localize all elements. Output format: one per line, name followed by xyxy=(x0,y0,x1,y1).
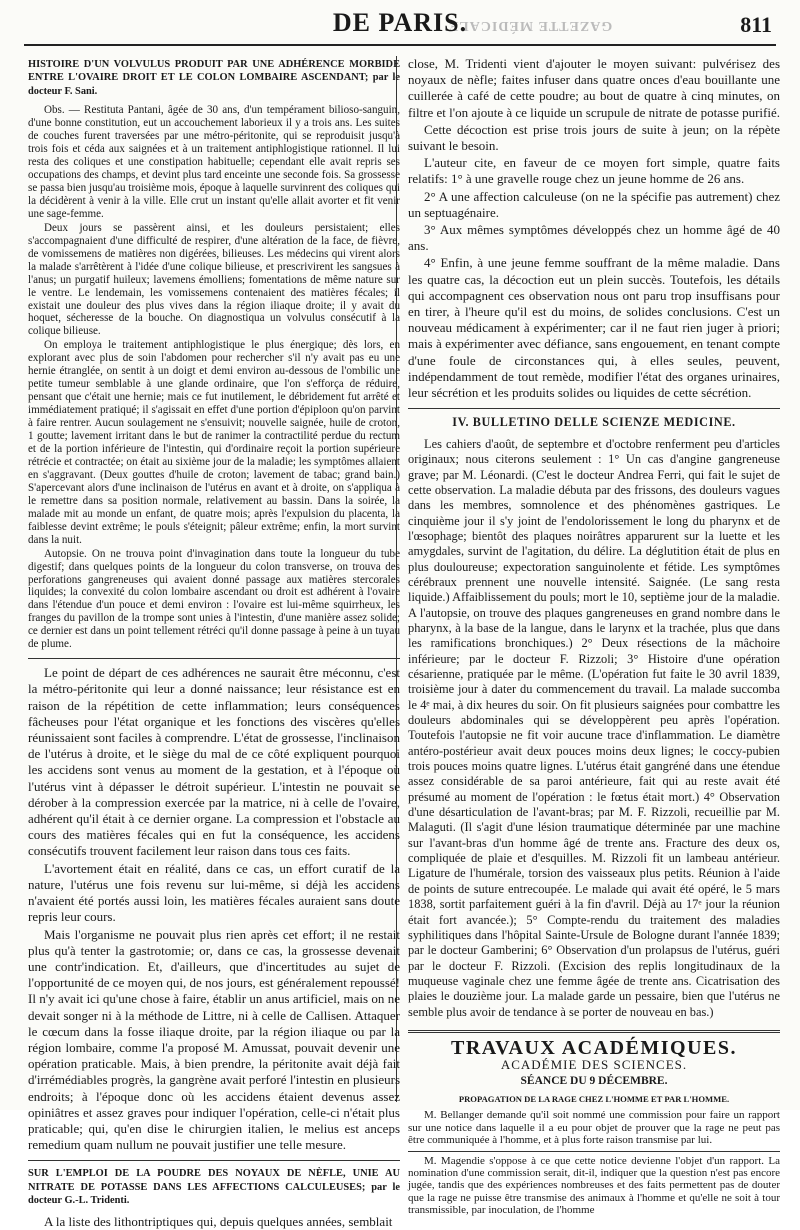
article-author: par le docteur G.-L. Tridenti. xyxy=(28,1181,400,1207)
left-column xyxy=(28,56,400,1229)
nefle-paragraph: A la liste des lithontriptiques qui, depuis quelques années, semblait xyxy=(44,1213,393,1229)
continuation-paragraph: 3° Aux mêmes symptômes développés chez un homme âgé de 40 ans. xyxy=(408,222,780,254)
continuation-paragraph: close, M. Tridenti vient d'ajouter le moyen suivant: pulvérisez des noyaux de nèfle; faites infuser dans quatre onces d'eau bouillante une cuillerée à café de cette poudre; au bout de quatre à cinq minutes, on filtre et l'on ajoute à ce liquide un scrupule de nitrate de potasse purifié. xyxy=(408,56,780,120)
nefle-continuation xyxy=(408,56,780,401)
observation-paragraph: Obs. — Restituta Pantani, âgée de 30 ans, d'un tempérament bilioso-sanguin, d'une bonne constitution, eut un accouchement laborieux il y a trois ans. Les suites de couches furent traversées par une métro-péritonite, qui se reproduisit jusqu'à trois fois et céda aux saignées et à un traitement antiphlogistique rationnel. Il lui resta des coliques et une constipation habituelle; cependant elle avait repris ses occupations des champs, et devint plus tard enceinte une seconde fois. Sa grossesse se passa bien jusqu'au troisième mois, époque à laquelle survinrent des coliques qui la décidèrent à venir à la ville. Elle crut un instant qu'elle allait avorter et fit venir une sage-femme. xyxy=(28,104,400,220)
nefle-intro xyxy=(28,1214,400,1230)
page-header xyxy=(0,0,800,44)
continuation-paragraph: L'auteur cite, en faveur de ce moyen fort simple, quatre faits relatifs: 1° à une gravelle rouge chez un jeune homme de 26 ans. xyxy=(408,155,780,187)
bulletino-block xyxy=(408,437,780,1020)
right-column xyxy=(408,56,780,1217)
article-title-main: SUR L'EMPLOI DE LA POUDRE DES NOYAUX DE NÈFLE, UNIE AU NITRATE DE POTASSE DANS LES AFFECTIONS CALCULEUSES; xyxy=(28,1168,400,1193)
bellanger-paragraph: M. Bellanger demande qu'il soit nommé une commission pour faire un rapport sur une notice dans laquelle il a eu pour objet de prouver que la rage ne peut pas être communiquée à l'homme, et à plus forte raison transmise par lui. xyxy=(408,1109,780,1147)
bleed-through-header: GAZETTE MÉDICALE xyxy=(448,18,613,33)
article-title-volvulus xyxy=(28,58,400,98)
travaux-heading: TRAVAUX ACADÉMIQUES. xyxy=(451,1036,737,1059)
article-author: par le docteur F. Sani. xyxy=(28,72,400,97)
bulletino-heading: IV. BULLETINO DELLE SCIENZE MEDICINE. xyxy=(452,415,736,430)
section-rule xyxy=(408,1151,780,1152)
commentary-block xyxy=(28,665,400,1153)
continuation-paragraph: 2° A une affection calculeuse (on ne la spécifie pas autrement) chez un septuagénaire. xyxy=(408,188,780,220)
observation-paragraph: On employa le traitement antiphlogistique le plus énergique; dès lors, en explorant avec plus de soin l'abdomen pour rechercher s'il n'y avait pas eu une hernie étranglée, on sentit à un doigt et demi environ au-dessous de l'ombilic une petite tumeur semblable à une glande ordinaire, que l'on s'efforça de réduire, pensant que c'était une hernie; mais ce fut inutilement, le débridement fut arrêté et immédiatement pratiqué; il s'agissait en effet d'une portion d'épiploon qu'on parvint à faire rentrer. Aucun soulagement ne s'ensuivit; nouvelle saignée, huile de croton, 1 goutte; lavement irritant dans le but de ranimer la contractilité perdue du rectum et de la portion inférieure de l'intestin, qui d'ordinaire reçoit la portion supérieure rétrécie et contractée; on était au sixième jour de la maladie; les symptômes allaient en s'aggravant. (Deux gouttes d'huile de croton; lavement de tabac; grand bain.) S'apercevant alors d'une inclinaison de l'utérus en avant et à droite, on s'appliqua à le remettre dans sa position normale, relativement au bassin. Dans la soirée, la malade mit au monde un enfant, de quatre mois; après l'expulsion du placenta, la faiblesse devint extrême; le pouls s'éteignit; pâleur extrême; enfin, la mort survint dans la nuit. xyxy=(28,339,400,546)
header-rule xyxy=(24,44,776,46)
article-title-main: HISTOIRE D'UN VOLVULUS PRODUIT PAR UNE ADHÉRENCE MORBIDE ENTRE L'OVAIRE DROIT ET LE COLON LOMBAIRE ASCENDANT; xyxy=(28,59,400,84)
page-number: 811 xyxy=(740,12,772,37)
double-rule xyxy=(408,1030,780,1033)
observation-block xyxy=(28,104,400,651)
observation-paragraph: Deux jours se passèrent ainsi, et les douleurs persistaient; elles s'accompagnaient d'une difficulté de respirer, d'une altération de la face, de fièvre, de vomissemens de matières non digérées, bilieuses. Les médecins qui virent alors la malade s'arrêtèrent à l'idée d'une colique bilieuse, et prescrivirent les sangsues à l'anus; un purgatif huileux; lavemens émolliens; fomentations de même nature sur le ventre. Le lendemain, les vomissemens contenaient des matières fécales; il existait une douleur des plus vives dans la région iliaque droite; il y avait du hoquet, sécheresse de la bouche. On diagnostiqua un volvulus consécutif à la colique bilieuse. xyxy=(28,221,400,338)
article-title-nefle xyxy=(28,1167,400,1207)
commentary-paragraph: Le point de départ de ces adhérences ne saurait être méconnu, c'est la métro-péritonite qui leur a donné naissance; leur résistance est en raison de la répétition de cette inflammation; leurs conséquences fâcheuses pour l'état organique et les fonctions des viscères qu'elles réunissaient sont faciles à comprendre. L'état de grossesse, l'inclinaison de l'utérus à droite, et le siège du mal de ce côté expliquent pourquoi les accidens sont venus au moment de la gestation, et à l'époque où l'utérus vint à dépasser le détroit supérieur. L'intestin ne pouvait se dérober à la compression exercée par la matrice, ni à celle de l'ovaire, adhérent qu'il était à ce dernier organe. La compression et l'obstacle au cours des matières fécales qui en fut la conséquence, les accidens consécutifs trouvent facilement leur raison dans tous ces faits. xyxy=(28,665,400,859)
magendie-paragraph: M. Magendie s'oppose à ce que cette notice devienne l'objet d'un rapport. La nomination d'une commission serait, dit-il, indiquer que la question n'est pas encore jugée, tandis que des expériences nombreuses et des faits permettent pas de douter que la rage ne puisse être transmise des animaux à l'homme et qu'elle ne soit à tour transmissible, par inoculation, de l'homme xyxy=(408,1154,780,1217)
continuation-paragraph: 4° Enfin, à une jeune femme souffrant de la même maladie. Dans les quatre cas, la décoction eut un plein succès. Toutefois, les détails qui accompagnent ces observation nous ont paru trop insuffisans pour en tirer, à l'heure qu'il est du moins, de solides conclusions. C'est un nouveau médicament à expérimenter; car il ne faut rien juger à priori; mais à expérimenter avec défiance, sans engouement, en tenant compte d'une foule de circonstances qui, à elles seules, peuvent, indépendamment de tout remède, modifier l'état des organes urinaires, leur sécrétion et les produits solides ou liquides de cette sécrétion. xyxy=(408,255,780,401)
section-rule xyxy=(28,658,400,659)
section-rule xyxy=(28,1160,400,1161)
continuation-paragraph: Cette décoction est prise trois jours de suite à jeun; on la répète suivant le besoin. xyxy=(408,121,780,154)
bulletino-paragraph: Les cahiers d'août, de septembre et d'octobre renferment peu d'articles originaux; nous citerons seulement : 1° Un cas d'angine gangreneuse grave; par M. Léonardi. (C'est le docteur Andrea Ferri, qui fait le sujet de cette observation. La maladie débuta par des frissons, des douleurs vagues dans les membres, somnolence et des phénomènes gastriques. Le cinquième jour il s'y joint de l'endolorissement le long du pharynx et de l'œsophage; bientôt des plaques noirâtres apparurent sur la luette et les amygdales, survint de l'agitation, du délire. La déglutition était de plus en plus douloureuse; expectoration sanguinolente et fétide. Les symptômes cérébraux prennent une nouvelle intensité. Saignée. (Le sang resta liquide.) Affaiblissement du pouls; mort le 10, septième jour de la maladie. A l'autopsie, on trouve des plaques gangreneuses en grand nombre dans le pharynx, à la base de la langue, dans le larynx et la trachée, plus que dans les ramifications bronchiques.) 2° Deux résections de la mâchoire inférieure; par le docteur F. Rizzoli; 3° Histoire d'une opération césarienne, pratiquée par le même. (L'opération fut faite le 30 avril 1839, troisième jour à dater du commencement du travail. La malade succomba le 4ᵉ mai, à dix heures du soir. On fit plusieurs saignées pour combattre les douleurs abdominales qui se développèrent peu après l'opération. Toutefois l'autopsie ne fit voir aucune trace d'inflammation. Le diamètre antéro-postérieur avait deux pouces moins deux lignes; le coccy-pubien trois pouces moins quatre lignes. L'utérus était gangréné dans une étendue assez considérable de sa paroi antérieure, fait qui au reste avait été présumé au moment de l'opération : le fœtus était mort.) 4° Observation d'une désarticulation de l'avant-bras; par M. F. Rizzoli, recueillie par M. Malaguti. (Il s'agit d'une lésion traumatique déterminée par une machine sur l'avant-bras d'un homme âgé de trente ans. Fracture des deux os, compliquée de plaie et d'esquilles. M. Rizzoli fit un lambeau antérieur. Ligature de l'humérale, torsion des vaisseaux plus petits. Réunion à l'aide de points de suture entrecoupée. Le malade qui avait été opéré, le 5 mars 1838, sortit parfaitement guéri à la fin d'avril. Déjà au 17ᵉ jour la réunion était fort avancée.); 5° Compte-rendu du traitement des maladies syphilitiques dans l'hôpital Sainte-Ursule de Bologne durant l'année 1839; par le docteur Gamberini; 6° Observation d'un prolapsus de l'utérus, guéri par le docteur F. Rizzoli. (Excision des replis longitudinaux de la muqueuse vaginale chez une femme âgée de trente ans. Cicatrisation des plaies le douzième jour. La malade garde un pessaire, bien que l'utérus ne semble plus avoir de tendance à se porter de nouveau en bas.) xyxy=(408,436,780,1019)
commentary-paragraph: L'avortement était en réalité, dans ce cas, un effort curatif de la nature, l'utérus une fois revenu sur lui-même, si déjà les accidens n'avaient été portés aussi loin, les matières fécales auraient sans doute repris leur cours. xyxy=(28,860,400,925)
propagation-heading: PROPAGATION DE LA RAGE CHEZ L'HOMME ET PAR L'HOMME. xyxy=(458,1093,730,1104)
autopsy-paragraph: Autopsie. On ne trouva point d'invagination dans toute la longueur du tube digestif; dans quelques points de la longueur du colon transverse, on trouva des perforations gangreneuses qui avaient donné passage aux matières stercorales liquides; la convexité du colon lombaire ascendant ou droit est adhérent à l'ovaire dans l'étendue d'un pouce et demi environ : l'ovaire est lui-même squirrheux, les franges du pavillon de la trompe sont unies à l'intestin, d'une manière assez solide; ce dernier est dans un point tellement rétréci qu'il donne passage à peine à un tuyau de plume. xyxy=(28,547,400,651)
academie-proceedings xyxy=(408,1109,780,1216)
academie-heading: ACADÉMIE DES SCIENCES. xyxy=(500,1056,688,1072)
section-rule xyxy=(408,408,780,409)
seance-heading: SÉANCE DU 9 DÉCEMBRE. xyxy=(520,1075,668,1088)
commentary-paragraph: Mais l'organisme ne pouvait plus rien après cet effort; il ne restait plus qu'à tenter la gastrotomie; or, dans ce cas, la grossesse devenait une contr'indication. Et, d'ailleurs, que d'incertitudes au sujet de l'opportunité de ce moyen qui, de nos jours, est généralement repoussé! Il n'y avait ici qu'une chose à faire, établir un anus artificiel, mais on ne devait songer ni à la méthode de Littre, ni à celle de Callisen. Attaquer le cœcum dans la fosse iliaque droite, par la région iliaque ou par la région lombaire, comme l'a proposé M. Amussat, pouvait devenir une opération praticable. Mais, à bien prendre, la péritonite avait déjà fait d'irrémédiables progrès, la gangrène avait perforé l'intestin en plusieurs endroits; à l'époque donc où les accidens étaient devenus assez opiniâtres et assez graves pour indiquer l'opération, celle-ci n'était plus praticable; qui, qu'en dise le chirurgien italien, le melius est anceps remedium quam nullum ne pouvait justifier une telle mesure. xyxy=(28,926,400,1153)
running-title: DE PARIS. xyxy=(332,8,468,37)
